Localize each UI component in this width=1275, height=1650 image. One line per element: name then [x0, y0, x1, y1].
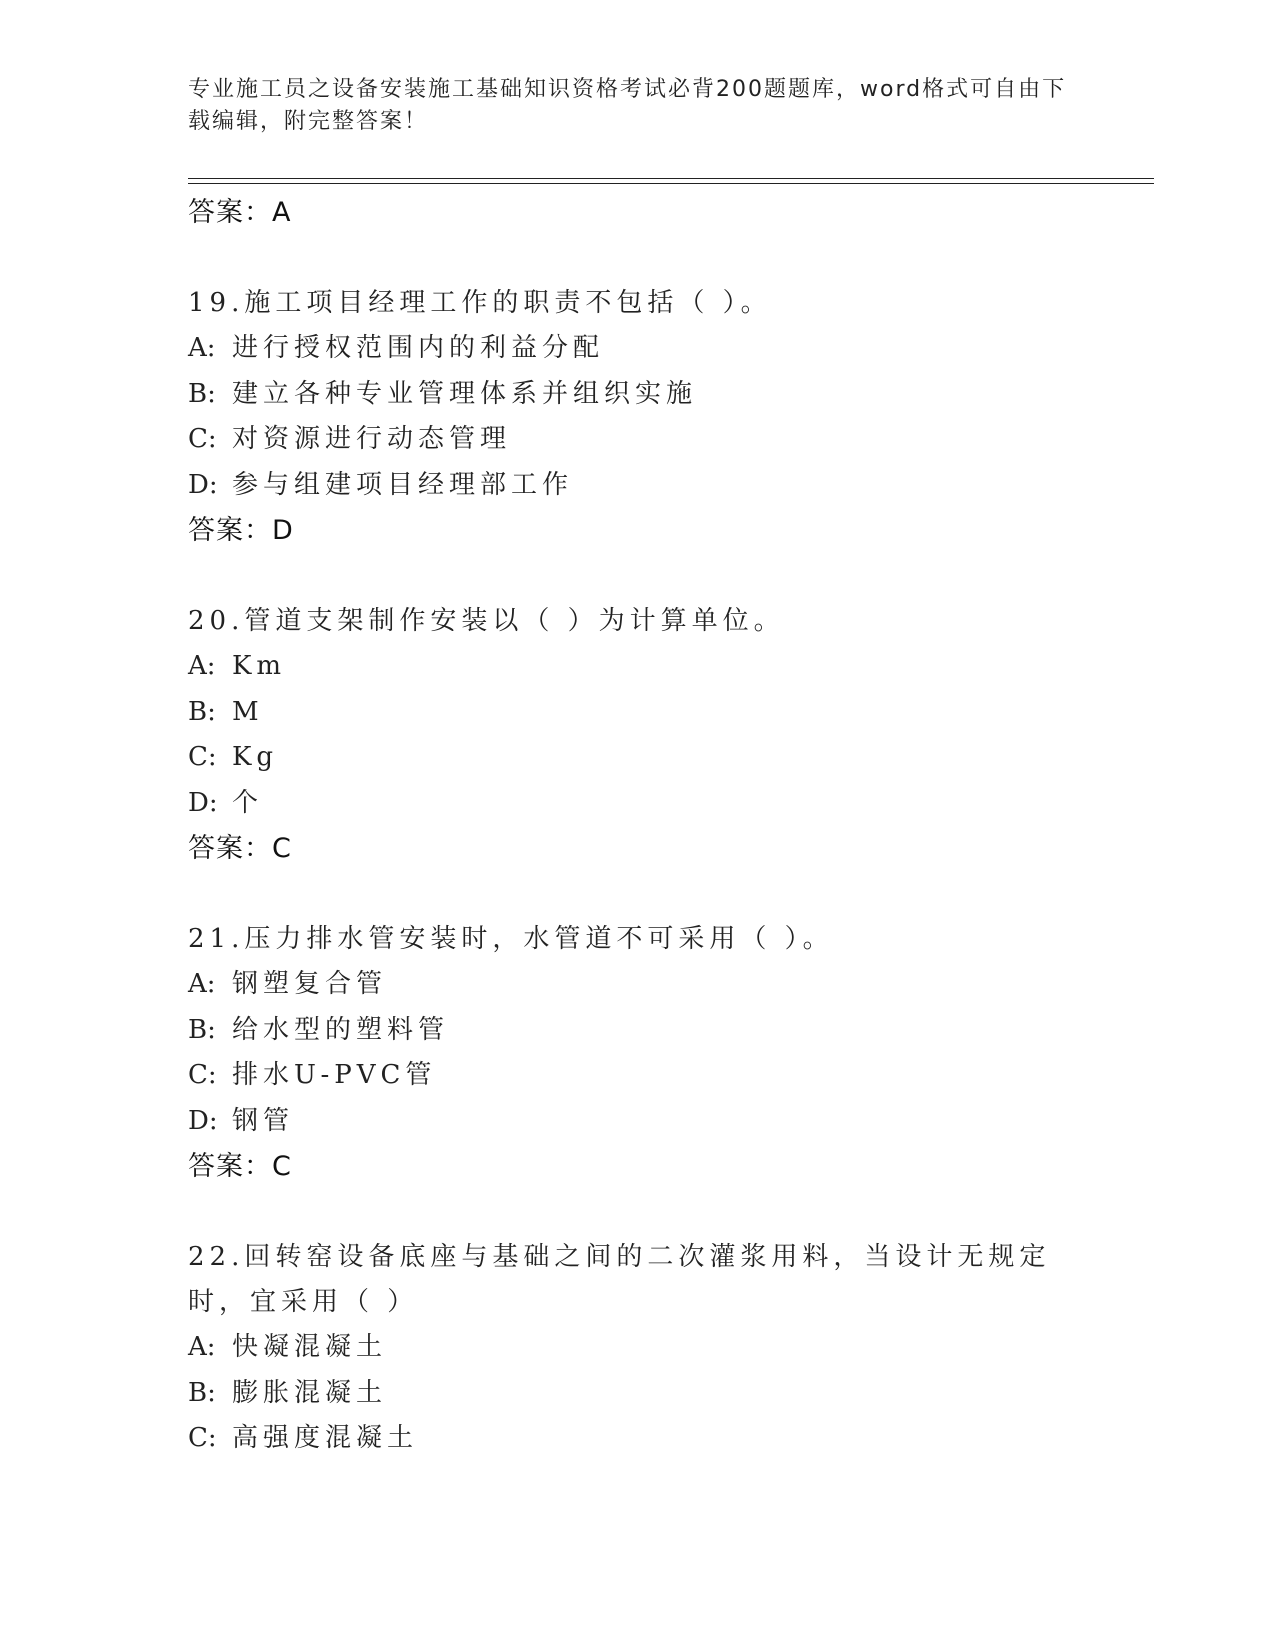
- option-b: [188, 1371, 1088, 1417]
- option-b: [188, 690, 1088, 736]
- option-text: 钢塑复合管: [232, 969, 388, 999]
- option-a: [188, 962, 1088, 1008]
- option-text: 参与组建项目经理部工作: [232, 469, 574, 500]
- question-text: 21.压力排水管安装时，水管道不可采用（ ）。: [188, 924, 834, 954]
- option-label: A:: [188, 651, 216, 681]
- spacer: [188, 1190, 1088, 1235]
- option-text: 建立各种专业管理体系并组织实施: [232, 378, 698, 409]
- option-label: D:: [188, 787, 218, 818]
- question-text: 19.施工项目经理工作的职责不包括（ ）。: [188, 288, 772, 318]
- answer-line: 答案：D: [188, 515, 294, 546]
- page-header: 专业施工员之设备安装施工基础知识资格考试必背200题题库，word格式可自由下载编辑，附完整答案！: [188, 77, 1067, 134]
- option-text: 进行授权范围内的利益分配: [232, 333, 605, 363]
- question-block: [188, 281, 1088, 554]
- question-block: [188, 599, 1088, 872]
- option-text: 快凝混凝土: [232, 1332, 388, 1362]
- option-c: [188, 735, 1088, 781]
- option-label: B:: [188, 696, 216, 727]
- question-text: 22.回转窑设备底座与基础之间的二次灌浆用料，当设计无规定时，宜采用（ ）: [188, 1242, 1051, 1317]
- spacer: [188, 554, 1088, 599]
- option-label: B:: [188, 1014, 216, 1045]
- document-body: [188, 190, 1088, 1462]
- spacer: [188, 236, 1088, 281]
- option-label: C:: [188, 424, 217, 454]
- option-text: 排水U-PVC管: [232, 1060, 437, 1090]
- header-divider-top: [188, 178, 1154, 179]
- option-label: C:: [188, 742, 217, 772]
- option-label: B:: [188, 378, 216, 409]
- option-c: [188, 1053, 1088, 1099]
- spacer: [188, 872, 1088, 917]
- option-text: 膨胀混凝土: [232, 1377, 388, 1408]
- option-label: D:: [188, 469, 218, 500]
- option-a: [188, 644, 1088, 690]
- option-text: 钢管: [232, 1105, 295, 1136]
- option-b: [188, 372, 1088, 418]
- option-a: [188, 1325, 1088, 1371]
- option-text: 个: [232, 787, 264, 818]
- header-divider-bottom: [188, 183, 1154, 184]
- option-b: [188, 1008, 1088, 1054]
- option-label: A:: [188, 1332, 216, 1362]
- option-d: [188, 463, 1088, 509]
- option-a: [188, 326, 1088, 372]
- option-label: C:: [188, 1423, 217, 1453]
- question-text: 20.管道支架制作安装以（ ）为计算单位。: [188, 606, 785, 636]
- option-text: 对资源进行动态管理: [232, 424, 512, 454]
- answer-line: 答案：C: [188, 833, 292, 864]
- option-label: B:: [188, 1377, 216, 1408]
- option-d: [188, 781, 1088, 827]
- option-text: 给水型的塑料管: [232, 1014, 450, 1045]
- question-block: [188, 1235, 1088, 1462]
- option-text: Kg: [232, 742, 279, 772]
- answer-line: 答案：A: [188, 197, 292, 228]
- option-c: [188, 1416, 1088, 1462]
- option-label: A:: [188, 333, 216, 363]
- question-block: [188, 917, 1088, 1190]
- option-c: [188, 417, 1088, 463]
- option-text: Km: [232, 651, 287, 681]
- answer-line: 答案：C: [188, 1151, 292, 1182]
- option-label: D:: [188, 1105, 218, 1136]
- option-text: 高强度混凝土: [232, 1423, 419, 1453]
- option-text: M: [232, 696, 264, 727]
- option-d: [188, 1099, 1088, 1145]
- option-label: A:: [188, 969, 216, 999]
- option-label: C:: [188, 1060, 217, 1090]
